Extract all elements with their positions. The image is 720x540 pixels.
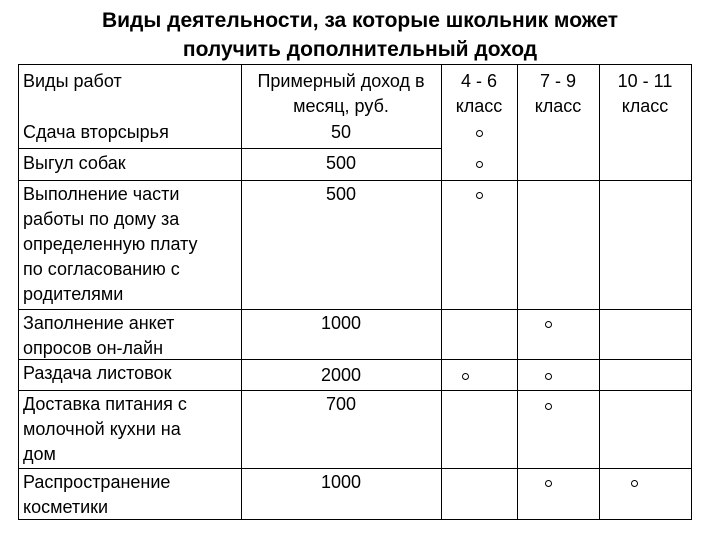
column-divider: [517, 65, 518, 519]
column-divider: [599, 65, 600, 519]
title-line-2: получить дополнительный доход: [182, 38, 538, 61]
header-income: Примерный доход в месяц, руб.: [257, 71, 425, 116]
header-work-types: Виды работ: [23, 71, 122, 91]
table-row-work: Раздача листовок: [23, 363, 172, 383]
page-title: [0, 6, 720, 64]
table-row-work: Заполнение анкет опросов он-лайн: [23, 313, 175, 358]
column-divider: [441, 65, 442, 519]
bullet-mark: [545, 373, 552, 380]
table-row-income: 1000: [320, 313, 362, 333]
bullet-mark: [545, 403, 552, 410]
header-grade-10-11: 10 - 11 класс: [617, 71, 673, 116]
title-line-1: Виды деятельности, за которые школьник может: [101, 9, 619, 32]
income-table: [18, 64, 692, 520]
bullet-mark: [476, 161, 483, 168]
table-row-income: 500: [325, 153, 357, 173]
bullet-mark: [476, 130, 483, 137]
table-row-income: 500: [325, 184, 357, 204]
header-grade-7-9: 7 - 9 класс: [534, 71, 582, 116]
table-row-work: Выгул собак: [23, 153, 126, 173]
table-row-work: Распространение косметики: [23, 472, 171, 517]
row-divider: [19, 309, 691, 310]
table-row-income: 1000: [320, 472, 362, 492]
bullet-mark: [545, 480, 552, 487]
row-divider: [19, 390, 691, 391]
bullet-mark: [462, 373, 469, 380]
table-row-income: 700: [325, 394, 357, 414]
bullet-mark: [545, 321, 552, 328]
table-row-work: Выполнение части работы по дому за определенную плату по согласованию с родителями: [23, 184, 198, 304]
bullet-mark: [476, 192, 483, 199]
table-row-income: 2000: [320, 365, 362, 385]
table-row-income: 50: [330, 122, 352, 142]
row-divider: [19, 468, 691, 469]
header-grade-4-6: 4 - 6 класс: [455, 71, 503, 116]
table-row-work: Сдача вторсырья: [23, 122, 169, 142]
bullet-mark: [631, 480, 638, 487]
table-row-work: Доставка питания с молочной кухни на дом: [23, 394, 187, 464]
row-divider: [19, 180, 691, 181]
row-divider: [19, 148, 441, 149]
